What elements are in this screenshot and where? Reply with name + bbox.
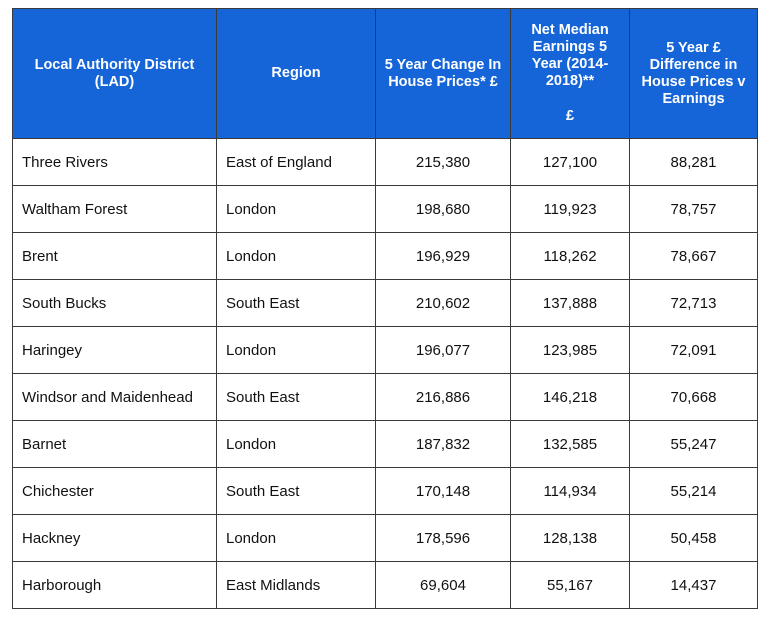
cell-difference: 55,214: [630, 468, 758, 515]
header-net-median-earnings: [511, 9, 630, 139]
cell-region: South East: [217, 468, 376, 515]
table-row: [13, 374, 758, 421]
cell-net-median-earnings: 119,923: [511, 186, 630, 233]
cell-difference: 70,668: [630, 374, 758, 421]
cell-lad: South Bucks: [13, 280, 217, 327]
cell-region: London: [217, 233, 376, 280]
cell-house-price-change: 215,380: [376, 139, 511, 186]
cell-lad: Windsor and Maidenhead: [13, 374, 217, 421]
cell-house-price-change: 198,680: [376, 186, 511, 233]
cell-difference: 72,713: [630, 280, 758, 327]
cell-lad: Haringey: [13, 327, 217, 374]
cell-house-price-change: 69,604: [376, 562, 511, 609]
table-body: [13, 139, 758, 609]
house-price-earnings-table: [12, 8, 758, 609]
cell-house-price-change: 196,929: [376, 233, 511, 280]
header-house-price-change: 5 Year Change In House Prices* £: [376, 9, 511, 139]
table-container: [12, 8, 758, 609]
table-row: [13, 186, 758, 233]
cell-net-median-earnings: 132,585: [511, 421, 630, 468]
table-row: [13, 139, 758, 186]
cell-difference: 78,667: [630, 233, 758, 280]
cell-difference: 78,757: [630, 186, 758, 233]
table-header-row: [13, 9, 758, 139]
cell-house-price-change: 216,886: [376, 374, 511, 421]
cell-region: London: [217, 186, 376, 233]
cell-house-price-change: 210,602: [376, 280, 511, 327]
table-row: [13, 280, 758, 327]
table-row: [13, 421, 758, 468]
header-difference: 5 Year £ Difference in House Prices v Earnings: [630, 9, 758, 139]
cell-region: South East: [217, 280, 376, 327]
cell-lad: Barnet: [13, 421, 217, 468]
cell-house-price-change: 178,596: [376, 515, 511, 562]
cell-lad: Brent: [13, 233, 217, 280]
cell-difference: 88,281: [630, 139, 758, 186]
cell-lad: Chichester: [13, 468, 217, 515]
cell-net-median-earnings: 114,934: [511, 468, 630, 515]
cell-house-price-change: 196,077: [376, 327, 511, 374]
table-row: [13, 468, 758, 515]
cell-net-median-earnings: 118,262: [511, 233, 630, 280]
cell-region: East Midlands: [217, 562, 376, 609]
cell-net-median-earnings: 137,888: [511, 280, 630, 327]
table-row: [13, 327, 758, 374]
cell-region: East of England: [217, 139, 376, 186]
cell-region: London: [217, 515, 376, 562]
header-net-median-earnings-label: Net Median Earnings 5 Year (2014-2018)**: [531, 22, 609, 89]
cell-lad: Waltham Forest: [13, 186, 217, 233]
cell-difference: 50,458: [630, 515, 758, 562]
cell-difference: 14,437: [630, 562, 758, 609]
cell-house-price-change: 170,148: [376, 468, 511, 515]
cell-region: London: [217, 327, 376, 374]
cell-house-price-change: 187,832: [376, 421, 511, 468]
header-region: Region: [217, 9, 376, 139]
cell-net-median-earnings: 146,218: [511, 374, 630, 421]
table-row: [13, 562, 758, 609]
cell-region: London: [217, 421, 376, 468]
cell-lad: Harborough: [13, 562, 217, 609]
cell-net-median-earnings: 123,985: [511, 327, 630, 374]
cell-net-median-earnings: 128,138: [511, 515, 630, 562]
cell-lad: Three Rivers: [13, 139, 217, 186]
cell-region: South East: [217, 374, 376, 421]
cell-net-median-earnings: 55,167: [511, 562, 630, 609]
table-row: [13, 515, 758, 562]
cell-lad: Hackney: [13, 515, 217, 562]
header-net-median-earnings-unit: £: [565, 108, 575, 124]
cell-net-median-earnings: 127,100: [511, 139, 630, 186]
cell-difference: 72,091: [630, 327, 758, 374]
header-lad: Local Authority District (LAD): [13, 9, 217, 139]
table-row: [13, 233, 758, 280]
cell-difference: 55,247: [630, 421, 758, 468]
